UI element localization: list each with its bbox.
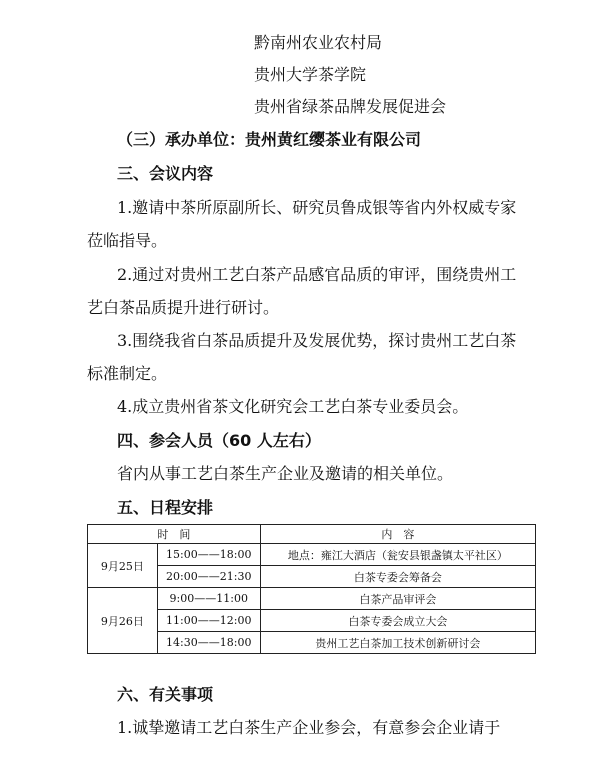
table-header-time: 时 间	[88, 525, 261, 544]
table-content-cell: 白茶产品审评会	[260, 588, 535, 610]
undertaker-line: （三）承办单位：贵州黄红缨茶业有限公司	[117, 130, 422, 149]
paragraph-line: 艺白茶品质提升进行研讨。	[87, 298, 280, 317]
table-header-content: 内 容	[260, 525, 535, 544]
table-date-cell: 9月25日	[88, 544, 158, 588]
paragraph-line: 莅临指导。	[87, 231, 168, 250]
section-heading: 五、日程安排	[117, 498, 214, 517]
section-heading: 六、有关事项	[117, 685, 214, 704]
table-content-cell: 地点：雍江大酒店（瓮安县银盏镇太平社区）	[260, 544, 535, 566]
table-content-cell: 白茶专委会筹备会	[260, 566, 535, 588]
paragraph-line: 2.通过对贵州工艺白茶产品感官品质的审评，围绕贵州工	[117, 265, 517, 284]
schedule-table	[87, 524, 536, 654]
table-row	[88, 544, 536, 566]
organizer-line: 贵州大学茶学院	[254, 65, 367, 84]
paragraph-line: 1.邀请中茶所原副所长、研究员鲁成银等省内外权威专家	[117, 198, 517, 217]
table-content-cell: 贵州工艺白茶加工技术创新研讨会	[260, 632, 535, 654]
table-header-row	[88, 525, 536, 544]
paragraph-line: 标准制定。	[87, 364, 168, 383]
table-time-cell: 15:00——18:00	[157, 544, 260, 566]
paragraph-line: 3.围绕我省白茶品质提升及发展优势，探讨贵州工艺白茶	[117, 331, 517, 350]
table-content-cell: 白茶专委会成立大会	[260, 610, 535, 632]
table-date-cell: 9月26日	[88, 588, 158, 654]
organizer-line: 黔南州农业农村局	[254, 33, 383, 52]
table-time-cell: 11:00——12:00	[157, 610, 260, 632]
table-row	[88, 588, 536, 610]
paragraph-line: 省内从事工艺白茶生产企业及邀请的相关单位。	[117, 464, 454, 483]
section-heading: 四、参会人员（60 人左右）	[117, 431, 321, 450]
organizer-line: 贵州省绿茶品牌发展促进会	[254, 97, 447, 116]
paragraph-line: 4.成立贵州省茶文化研究会工艺白茶专业委员会。	[117, 397, 469, 416]
table-time-cell: 20:00——21:30	[157, 566, 260, 588]
table-time-cell: 14:30——18:00	[157, 632, 260, 654]
table-time-cell: 9:00——11:00	[157, 588, 260, 610]
paragraph-line: 1.诚挚邀请工艺白茶生产企业参会，有意参会企业请于	[117, 718, 501, 737]
section-heading: 三、会议内容	[117, 164, 214, 183]
